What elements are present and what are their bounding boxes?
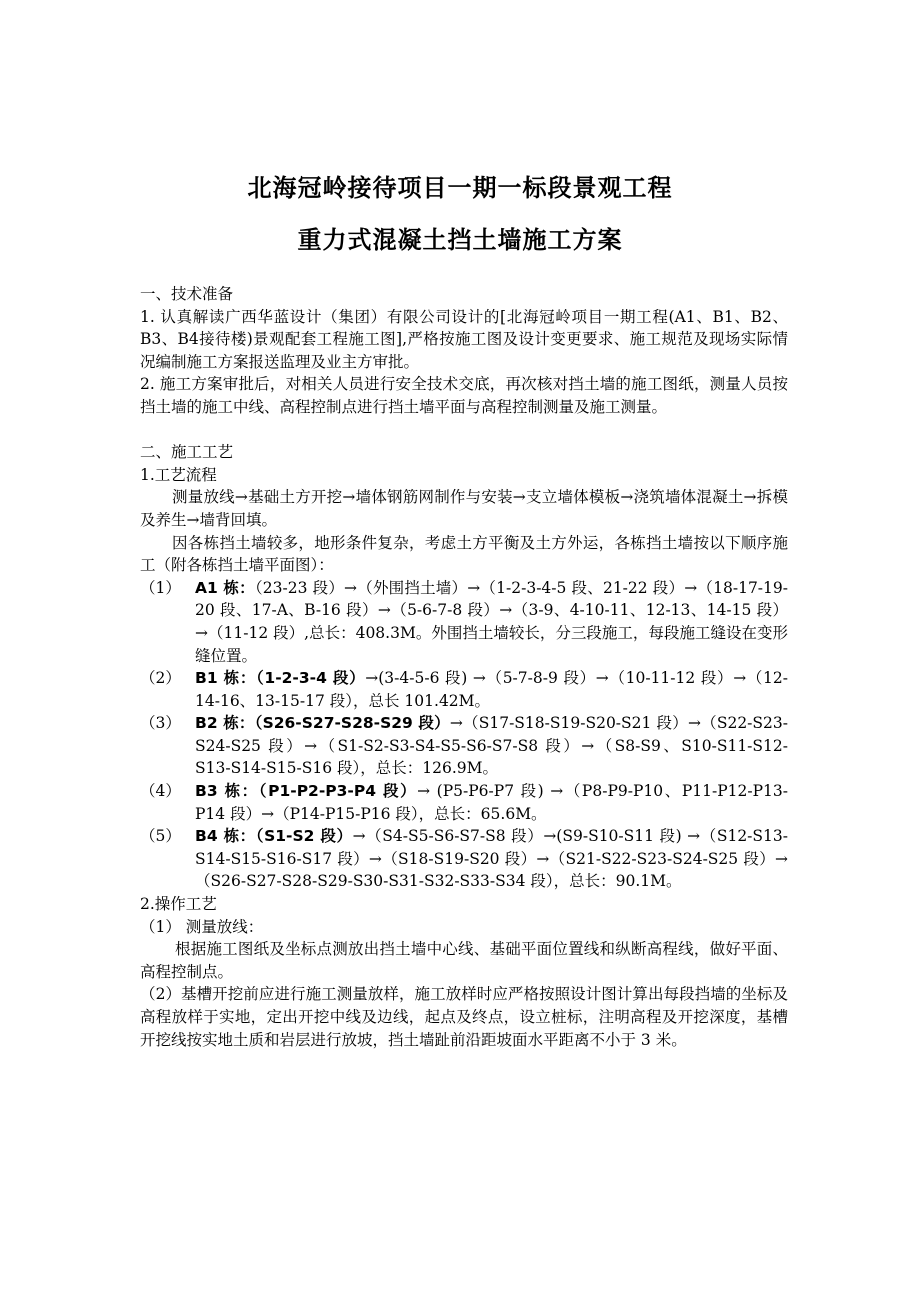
paragraph-tech-prep-2: 2. 施工方案审批后，对相关人员进行安全技术交底，再次核对挡土墙的施工图纸，测量人员按挡土墙的施工中线、高程控制点进行挡土墙平面与高程控制测量及施工测量。 [140, 375, 788, 416]
segment-number: （2） [140, 669, 181, 688]
segment-item-b3 [140, 780, 788, 825]
segment-number: （3） [140, 714, 181, 733]
paragraph-construction-order: 因各栋挡土墙较多，地形条件复杂，考虑土方平衡及土方外运，各栋挡土墙按以下顺序施工（附各栋挡土墙平面图）： [140, 533, 788, 575]
segment-number: （1） [140, 578, 181, 597]
section-heading-tech-prep: 一、技术准备 [140, 285, 234, 303]
segment-building: B3 栋：（P1-P2-P3-P4 段） [195, 782, 418, 801]
segment-sequence: （23-23 段）→（外围挡土墙）→（1-2-3-4-5 段、21-22 段）→（18-17-19-20 段、17-A、B-16 段）→（5-6-7-8 段）→（3-9、4-10-11、12-13、14-15 段）→（11-12 段）,总长：408.3M。外围挡土墙较长，分三段施工，每段施工缝设在变形缝位置。 [195, 578, 789, 665]
segment-building: A1 栋： [195, 578, 255, 597]
segment-item-b2 [140, 712, 788, 780]
segment-item-b1 [140, 667, 788, 712]
segment-item-a1 [140, 577, 788, 667]
segment-number: （5） [140, 827, 181, 846]
segment-sequence: →（S17-S18-S19-S20-S21 段）→（S22-S23-S24-S25 段）→（S1-S2-S3-S4-S5-S6-S7-S8 段）→（S8-S9、S10-S11-S12-S13-S14-S15-S16 段），总长：126.9M。 [195, 714, 788, 778]
subheading-operation: 2.操作工艺 [140, 895, 217, 914]
section-heading-process: 二、施工工艺 [140, 443, 234, 462]
segment-building: B2 栋：（S26-S27-S28-S29 段） [195, 714, 450, 733]
document-subtitle: 重力式混凝土挡土墙施工方案 [297, 226, 623, 254]
paragraph-process-flow: 测量放线→基础土方开挖→墙体钢筋网制作与安装→支立墙体模板→浇筑墙体混凝土→拆模及养生→墙背回填。 [140, 488, 788, 529]
document-title: 北海冠岭接待项目一期一标段景观工程 [247, 174, 673, 202]
segment-sequence: → (P5-P6-P7 段) →（P8-P9-P10、P11-P12-P13-P14 段）→（P14-P15-P16 段），总长：65.6M。 [195, 782, 788, 823]
segment-sequence: →（S4-S5-S6-S7-S8 段）→(S9-S10-S11 段) →（S12-S13-S14-S15-S16-S17 段）→（S18-S19-S20 段）→（S21-S22-S23-S24-S25 段）→（S26-S27-S28-S29-S30-S31-S32-S33-S34 段），总长：90.1M。 [195, 827, 788, 891]
paragraph-tech-prep-1: 1. 认真解读广西华蓝设计（集团）有限公司设计的[北海冠岭项目一期工程(A1、B1、B2、B3、B4接待楼)景观配套工程施工图],严格按施工图及设计变更要求、施工规范及现场实际情况编制施工方案报送监理及业主方审批。 [140, 307, 788, 371]
operation-1-heading: （1） 测量放线： [140, 917, 264, 936]
segment-building: B1 栋：（1-2-3-4 段） [195, 669, 366, 688]
operation-1-text: 根据施工图纸及坐标点测放出挡土墙中心线、基础平面位置线和纵断高程线，做好平面、高程控制点。 [140, 940, 788, 981]
operation-2-text: （2）基槽开挖前应进行施工测量放样，施工放样时应严格按照设计图计算出每段挡墙的坐标及高程放样于实地，定出开挖中线及边线，起点及终点，设立桩标，注明高程及开挖深度，基槽开挖线按实地土质和岩层进行放坡，挡土墙趾前沿距坡面水平距离不小于 3 米。 [140, 985, 788, 1049]
document-body [140, 283, 788, 1051]
segment-building: B4 栋：（S1-S2 段） [195, 827, 353, 846]
segment-item-b4 [140, 825, 788, 893]
segment-number: （4） [140, 782, 181, 801]
segment-sequence: →(3-4-5-6 段) →（5-7-8-9 段）→（10-11-12 段）→（12-14-16、13-15-17 段），总长 101.42M。 [195, 669, 788, 710]
subheading-process-flow: 1.工艺流程 [140, 465, 217, 484]
